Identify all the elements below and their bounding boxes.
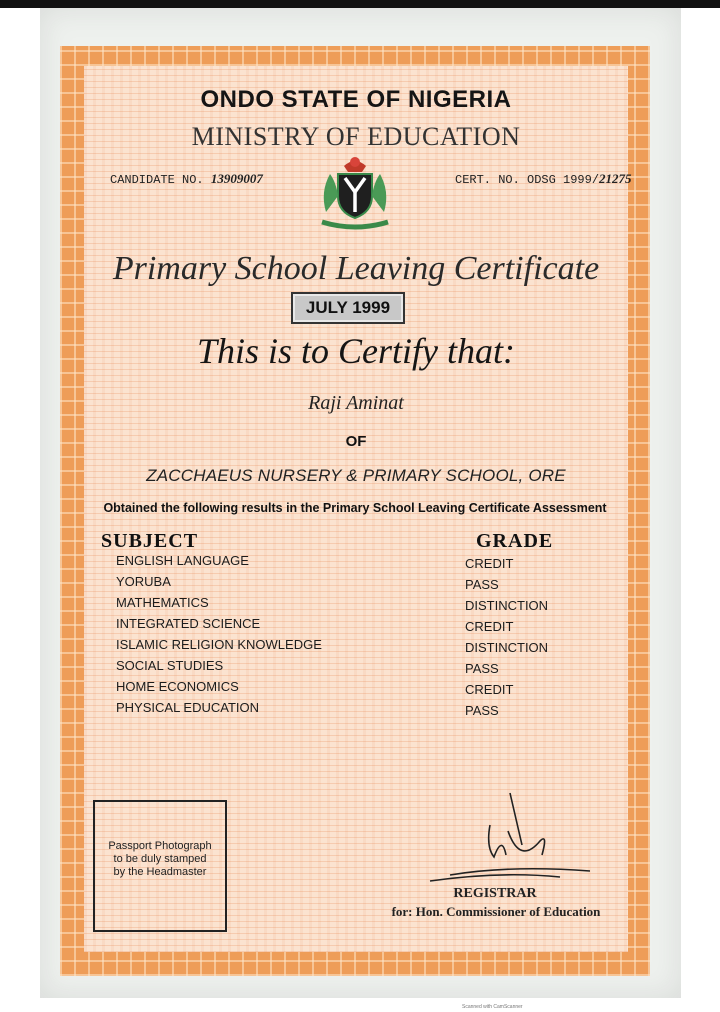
passport-photo-instruction — [95, 840, 225, 879]
grade-row: PASS — [465, 661, 499, 676]
subject-row: HOME ECONOMICS — [116, 679, 239, 694]
certificate-title: Primary School Leaving Certificate — [112, 250, 600, 287]
subject-row: MATHEMATICS — [116, 595, 209, 610]
results-intro: Obtained the following results in the Primary School Leaving Certificate Assessment — [103, 501, 607, 515]
scanner-watermark: Scanned with CamScanner — [462, 1004, 523, 1010]
grade-row: CREDIT — [465, 619, 514, 634]
grade-column-header: GRADE — [476, 530, 554, 552]
nigerian-coat-of-arms-icon — [314, 152, 396, 232]
subject-row: ISLAMIC RELIGION KNOWLEDGE — [116, 637, 322, 652]
photo-text-line: to be duly stamped — [113, 853, 207, 865]
cert-label: CERT. NO. ODSG 1999/ — [455, 173, 600, 187]
grade-row: CREDIT — [465, 682, 514, 697]
top-edge-bar — [0, 0, 720, 8]
candidate-number — [110, 171, 263, 187]
certify-statement: This is to Certify that: — [196, 331, 516, 371]
registrar-title: REGISTRAR — [453, 886, 537, 901]
ministry-heading: MINISTRY OF EDUCATION — [191, 122, 521, 151]
grade-row: PASS — [465, 703, 499, 718]
subject-row: ENGLISH LANGUAGE — [116, 553, 249, 568]
subject-row: INTEGRATED SCIENCE — [116, 616, 261, 631]
passport-photo-box — [93, 800, 227, 932]
photo-text-line: Passport Photograph — [108, 840, 212, 852]
cert-value: 21275 — [599, 171, 632, 186]
grade-row: DISTINCTION — [465, 598, 549, 613]
photo-text-line: by the Headmaster — [113, 866, 207, 878]
subject-row: SOCIAL STUDIES — [116, 658, 224, 673]
grade-row: DISTINCTION — [465, 640, 549, 655]
of-label: OF — [345, 433, 367, 450]
subject-column-header: SUBJECT — [101, 530, 199, 552]
school-name: ZACCHAEUS NURSERY & PRIMARY SCHOOL, ORE — [146, 466, 566, 485]
grade-row: CREDIT — [465, 556, 514, 571]
candidate-value: 13909007 — [210, 171, 263, 186]
issue-date-badge: JULY 1999 — [291, 292, 405, 324]
student-name: Raji Aminat — [308, 392, 404, 414]
certificate-number — [455, 171, 632, 187]
subject-row: PHYSICAL EDUCATION — [116, 700, 260, 715]
state-heading: ONDO STATE OF NIGERIA — [200, 86, 512, 113]
registrar-signature — [390, 785, 590, 895]
candidate-label: CANDIDATE NO. — [110, 173, 204, 187]
grade-row: PASS — [465, 577, 499, 592]
commissioner-line: for: Hon. Commissioner of Education — [391, 904, 601, 919]
subject-row: YORUBA — [116, 574, 171, 589]
